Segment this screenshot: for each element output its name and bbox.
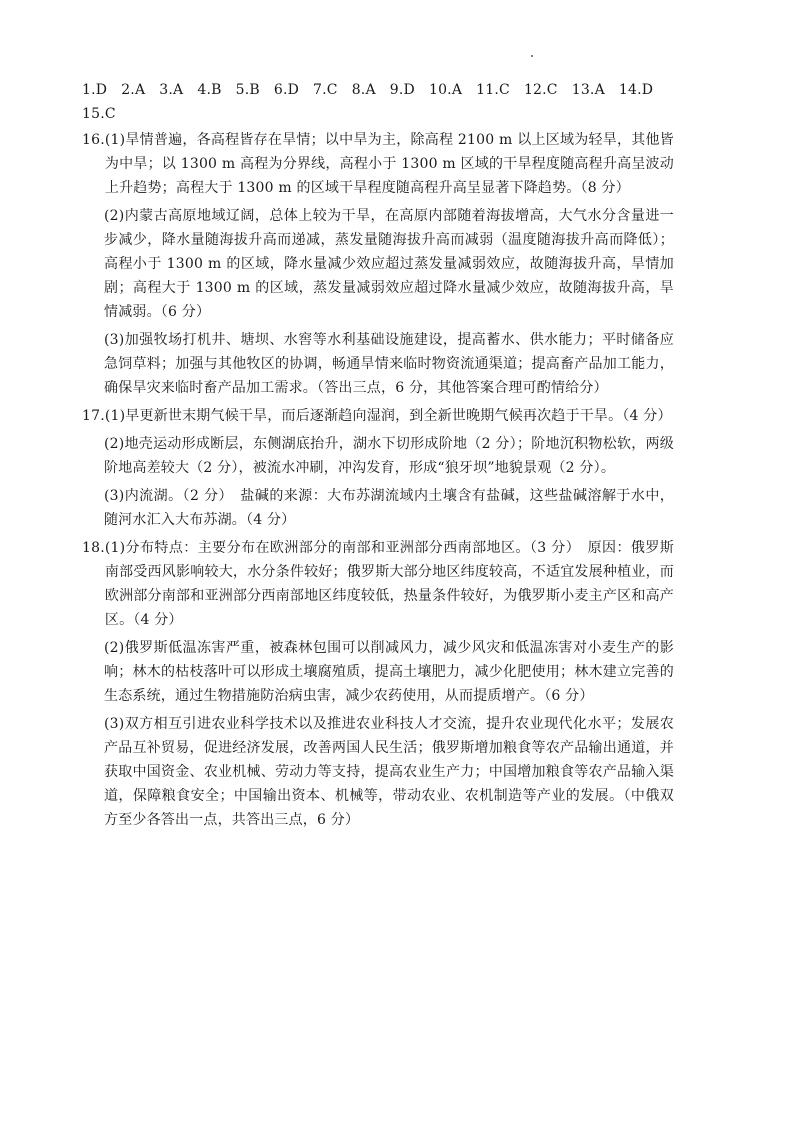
answer-part-2: (2)俄罗斯低温冻害严重，被森林包围可以削减风力，减少风灾和低温冻害对小麦生产的影响；林木的枯枝落叶可以形成土壤腐殖质，提高土壤肥力，减少化肥使用；林木建立完善的生态系统，通过生物措施防治病虫害，减少农药使用，从而提质增产。（6 分） xyxy=(104,640,674,704)
mcq-answer: 13.A xyxy=(571,82,605,98)
question-17 xyxy=(82,404,674,532)
mcq-answer: 6.D xyxy=(273,82,300,98)
mcq-answer: 7.C xyxy=(313,82,338,98)
answer-part-3: (3)双方相互引进农业科学技术以及推进农业科技人才交流，提升农业现代化水平；发展农产品互补贸易，促进经济发展，改善两国人民生活；俄罗斯增加粮食等农产品输出通道，并获取中国资金、农业机械、劳动力等支持，提高农业生产力；中国增加粮食等农产品输入渠道，保障粮食安全；中国输出资本、机械等，带动农业、农机制造等产业的发展。（中俄双方至少各答出一点，共答出三点，6 分） xyxy=(104,716,674,828)
mcq-answer: 3.A xyxy=(159,82,184,98)
mcq-answer: 5.B xyxy=(235,82,260,98)
question-number: 16. xyxy=(82,132,105,148)
mcq-answer: 1.D xyxy=(82,82,108,98)
mcq-answers xyxy=(82,78,674,126)
answer-part-2: (2)地壳运动形成断层，东侧湖底抬升，湖水下切形成阶地（2 分）；阶地沉积物松软，两级阶地高差较大（2 分），被流水冲刷，冲沟发育，形成“狼牙坝”地貌景观（2 分）。 xyxy=(104,436,674,476)
mcq-answer: 12.C xyxy=(523,82,558,98)
question-number: 17. xyxy=(82,408,105,424)
answer-part-2: (2)内蒙古高原地域辽阔，总体上较为干旱，在高原内部随着海拔增高，大气水分含量进一步减少，降水量随海拔升高而递减，蒸发量随海拔升高而减弱（温度随海拔升高而降低）；高程小于 1300 m 的区域，降水量减少效应超过蒸发量减弱效应，故随海拔升高，旱情加剧；高程大于 1300 m 的区域，蒸发量减弱效应超过降水量减少效应，故随海拔升高，旱情减弱。（6 分） xyxy=(104,208,674,320)
answer-part-1: (1)分布特点：主要分布在欧洲部分的南部和亚洲部分西南部地区。（3 分） 原因：俄罗斯南部受西风影响较大，水分条件较好；俄罗斯大部分地区纬度较高，不适宜发展种植业，而欧洲部分南部和亚洲部分西南部地区纬度较低，热量条件较好，为俄罗斯小麦主产区和高产区。（4 分） xyxy=(104,540,674,628)
answer-part-3: (3)加强牧场打机井、塘坝、水窖等水利基础设施建设，提高蓄水、供水能力；平时储备应急饲草料；加强与其他牧区的协调，畅通旱情来临时物资流通渠道；提高畜产品加工能力，确保旱灾来临时畜产品加工需求。（答出三点，6 分，其他答案合理可酌情给分） xyxy=(104,332,674,396)
mcq-answer: 9.D xyxy=(389,82,415,98)
mcq-answer: 14.D xyxy=(618,82,654,98)
answer-part-1: (1)早更新世末期气候干旱，而后逐渐趋向湿润，到全新世晚期气候再次趋于干旱。（4 分） xyxy=(104,408,672,424)
mcq-answer: 4.B xyxy=(197,82,222,98)
mcq-answer: 15.C xyxy=(82,106,116,122)
scan-speck xyxy=(531,55,533,57)
answer-content xyxy=(82,78,674,836)
mcq-answer: 8.A xyxy=(351,82,376,98)
question-number: 18. xyxy=(82,540,105,556)
mcq-answer: 2.A xyxy=(121,82,146,98)
answer-part-1: (1)旱情普遍，各高程皆存在旱情；以中旱为主，除高程 2100 m 以上区域为轻旱，其他皆为中旱；以 1300 m 高程为分界线，高程小于 1300 m 区域的干旱程度随高程升高呈波动上升趋势；高程大于 1300 m 的区域干旱程度随高程升高呈显著下降趋势。（8 分） xyxy=(104,132,674,196)
mcq-answer: 10.A xyxy=(428,82,463,98)
question-16 xyxy=(82,128,674,400)
answer-part-3: (3)内流湖。（2 分） 盐碱的来源：大布苏湖流域内土壤含有盐碱，这些盐碱溶解于水中，随河水汇入大布苏湖。（4 分） xyxy=(104,488,674,528)
question-18 xyxy=(82,536,674,832)
mcq-answer: 11.C xyxy=(476,82,510,98)
